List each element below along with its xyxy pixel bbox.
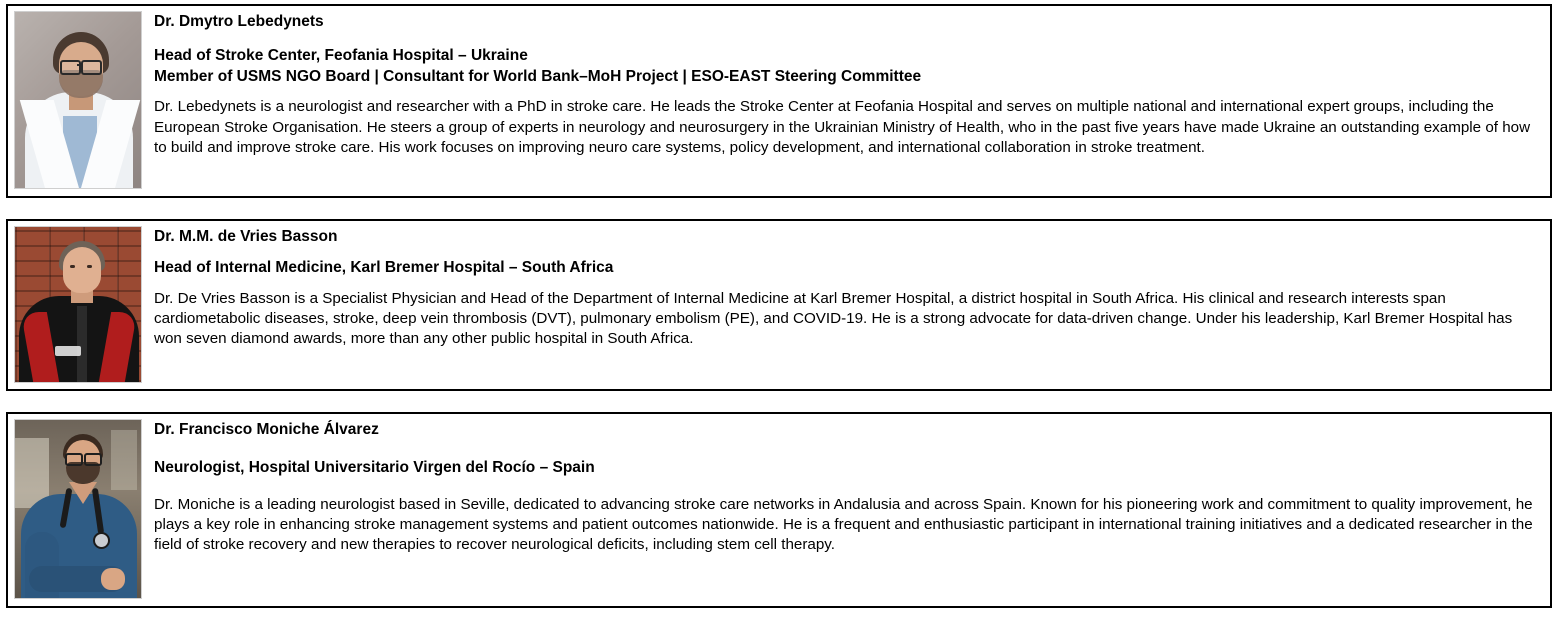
profile-role bbox=[154, 258, 1544, 279]
profile-name: Dr. M.M. de Vries Basson bbox=[154, 228, 338, 245]
profile-role-line-1: Head of Internal Medicine, Karl Bremer Hospital – South Africa bbox=[154, 258, 614, 276]
profile-name: Dr. Dmytro Lebedynets bbox=[154, 13, 324, 30]
profile-bio: Dr. De Vries Basson is a Specialist Physician and Head of the Department of Internal Medicine at Karl Bremer Hospital, a district hospital in South Africa. His clinical and research interests span cardiometabolic diseases, stroke, deep vein thrombosis (DVT), pulmonary embolism (PE), and COVID-19. He is a strong advocate for data-driven change. Under his leadership, Karl Bremer Hospital has won seven diamond awards, more than any other public hospital in South Africa. bbox=[154, 289, 1513, 347]
profile-body bbox=[154, 11, 1544, 158]
profile-role-line-1: Neurologist, Hospital Universitario Virgen del Rocío – Spain bbox=[154, 458, 595, 476]
profile-card bbox=[6, 4, 1552, 198]
profile-body bbox=[154, 226, 1544, 349]
profile-name: Dr. Francisco Moniche Álvarez bbox=[154, 421, 379, 438]
profile-body bbox=[154, 419, 1544, 555]
profile-role-line-2: Member of USMS NGO Board | Consultant for World Bank–MoH Project | ESO-EAST Steering Committee bbox=[154, 67, 922, 85]
profile-photo bbox=[14, 11, 142, 189]
profile-photo bbox=[14, 226, 142, 383]
profile-role bbox=[154, 458, 1544, 479]
profile-role-line-1: Head of Stroke Center, Feofania Hospital – Ukraine bbox=[154, 46, 528, 64]
profile-card bbox=[6, 219, 1552, 391]
profile-card bbox=[6, 412, 1552, 608]
profile-role bbox=[154, 46, 1544, 88]
profile-bio: Dr. Lebedynets is a neurologist and researcher with a PhD in stroke care. He leads the Stroke Center at Feofania Hospital and serves on multiple national and international expert groups, including the European Stroke Organisation. He steers a group of experts in neurology and neurosurgery in the Ukrainian Ministry of Health, who in the past five years have made Ukraine an outstanding example of how to build and improve stroke care. His work focuses on improving neuro care systems, policy development, and international collaboration in stroke treatment. bbox=[154, 98, 1531, 156]
profile-bio: Dr. Moniche is a leading neurologist based in Seville, dedicated to advancing stroke care networks in Andalusia and across Spain. Known for his pioneering work and commitment to quality improvement, he plays a key role in enhancing stroke management systems and patient outcomes nationwide. He is a frequent and enthusiastic participant in international training initiatives and a dedicated researcher in the field of stroke recovery and new therapies to recover neurological deficits, including stem cell therapy. bbox=[154, 495, 1533, 553]
profile-photo bbox=[14, 419, 142, 599]
